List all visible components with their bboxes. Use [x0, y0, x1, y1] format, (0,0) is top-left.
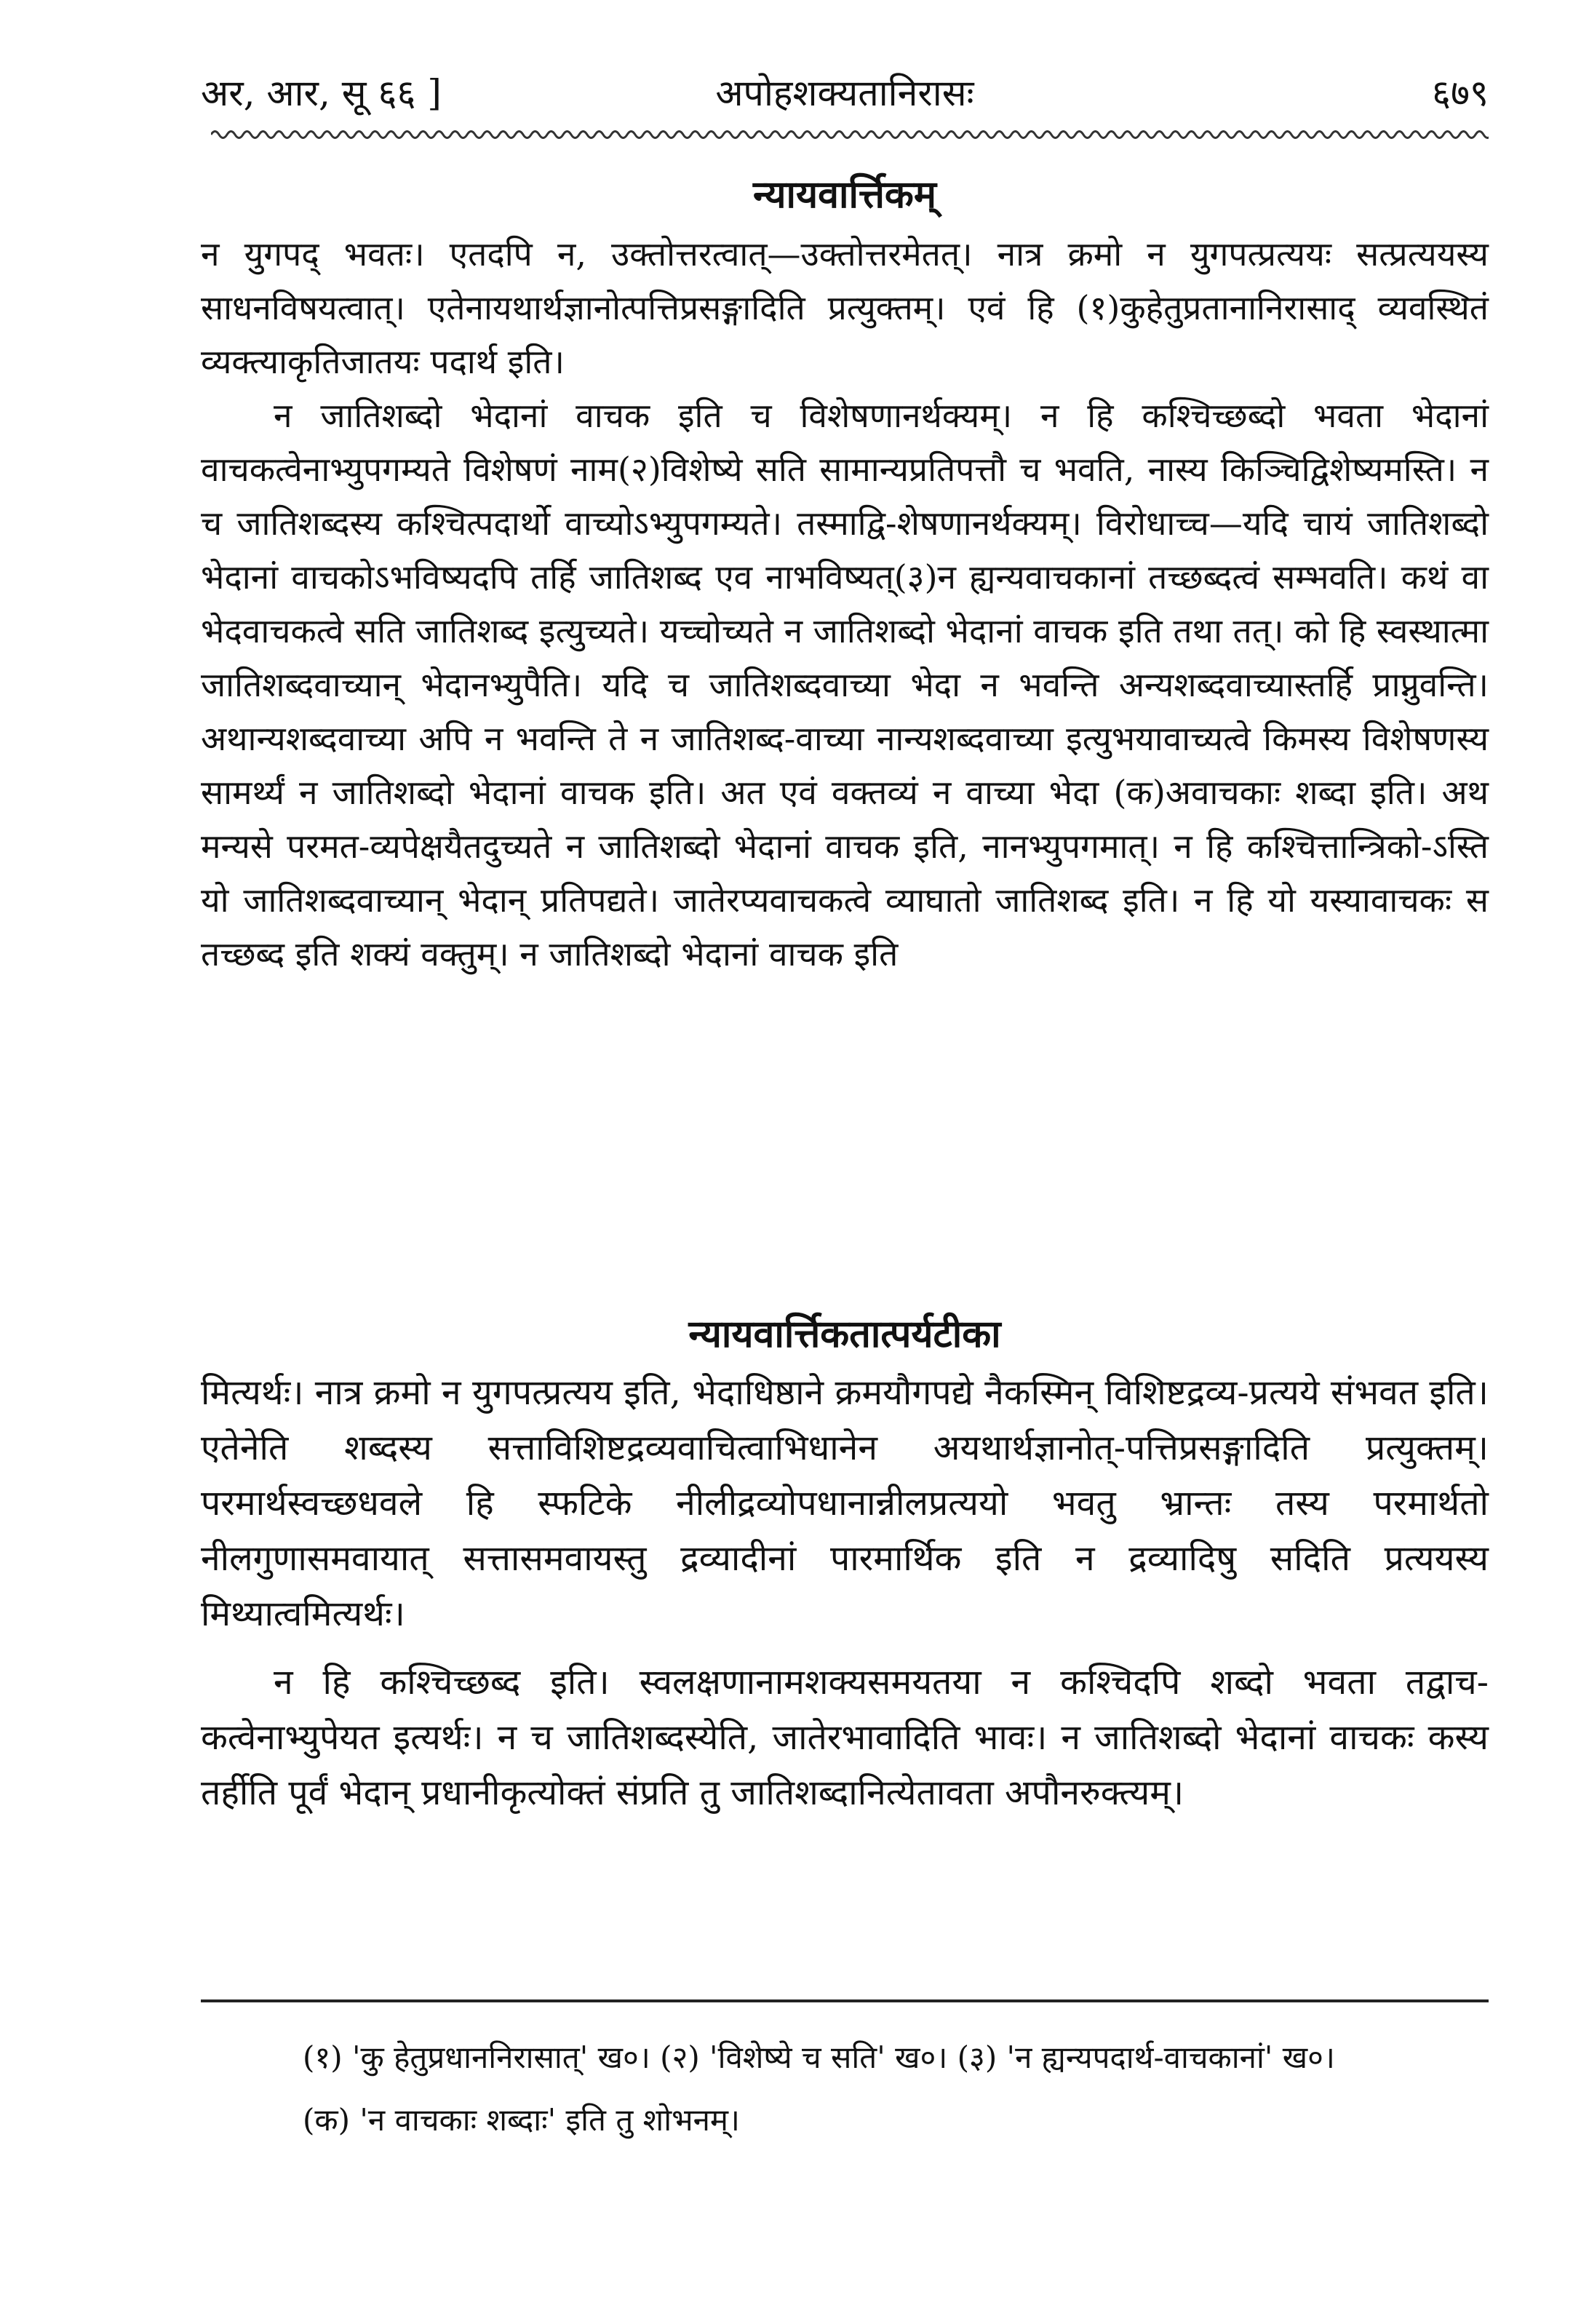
- vartika-text: [201, 227, 1489, 981]
- footnote-line-1: (१) 'कु हेतुप्रधाननिरासात्' ख०। (२) 'विशेष्ये च सति' ख०। (३) 'न ह्यन्यपदार्थ-वाचकानां' ख०।: [303, 2040, 1335, 2075]
- vartika-paragraph-1: न युगपद् भवतः। एतदपि न, उक्तोत्तरत्वात्—उक्तोत्तरमेतत्। नात्र क्रमो न युगपत्प्रत्ययः सत्प्रत्ययस्य साधनविषयत्वात्। एतेनायथार्थज्ञानोत्पत्तिप्रसङ्गादिति प्रत्युक्तम्। एवं हि (१)कुहेतुप्रतानानिरासाद् व्यवस्थितं व्यक्त्याकृतिजातयः पदार्थ इति।: [201, 234, 1489, 381]
- tika-heading: न्यायवार्त्तिकतात्पर्यटीका: [688, 1312, 1001, 1356]
- wavy-divider: [211, 125, 1489, 144]
- vartika-heading: न्यायवार्त्तिकम्: [753, 172, 936, 217]
- running-header: [201, 64, 1489, 122]
- tika-paragraph-1: मित्यर्थः। नात्र क्रमो न युगपत्प्रत्यय इति, भेदाधिष्ठाने क्रमयौगपद्ये नैकस्मिन् विशिष्टद्रव्य-प्रत्यये संभवत इति। एतेनेति शब्दस्य सत्ताविशिष्टद्रव्यवाचित्वाभिधानेन अयथार्थज्ञानोत्-पत्तिप्रसङ्गादिति प्रत्युक्तम्। परमार्थस्वच्छधवले हि स्फटिके नीलीद्रव्योपधानान्नीलप्रत्ययो भवतु भ्रान्तः तस्य परमार्थतो नीलगुणासमवायात् सत्तासमवायस्तु द्रव्यादीनां पारमार्थिक इति न द्रव्यादिषु सदिति प्रत्ययस्य मिथ्यात्वमित्यर्थः।: [201, 1372, 1489, 1634]
- tika-text: [201, 1365, 1489, 1820]
- footnote-rule: [201, 1999, 1489, 2002]
- page-number: ६७९: [1432, 72, 1489, 114]
- tika-paragraph-2: न हि कश्चिच्छब्द इति। स्वलक्षणानामशक्यसमयतया न कश्चिदपि शब्दो भवता तद्वाच-कत्वेनाभ्युपेयत इत्यर्थः। न च जातिशब्दस्येति, जातेरभावादिति भावः। न जातिशब्दो भेदानां वाचकः कस्य तर्हीति पूर्वं भेदान् प्रधानीकृत्योक्तं संप्रति तु जातिशब्दानित्येतावता अपौनरुक्त्यम्।: [201, 1662, 1489, 1813]
- footnote-line-2: (क) 'न वाचकाः शब्दाः' इति तु शोभनम्।: [303, 2102, 740, 2138]
- vartika-paragraph-2: न जातिशब्दो भेदानां वाचक इति च विशेषणानर्थक्यम्। न हि कश्चिच्छब्दो भवता भेदानां वाचकत्वेनाभ्युपगम्यते विशेषणं नाम(२)विशेष्ये सति सामान्यप्रतिपत्तौ च भवति, नास्य किञ्चिद्विशेष्यमस्ति। न च जातिशब्दस्य कश्चित्पदार्थो वाच्योऽभ्युपगम्यते। तस्माद्वि-शेषणानर्थक्यम्। विरोधाच्च—यदि चायं जातिशब्दो भेदानां वाचकोऽभविष्यदपि तर्हि जातिशब्द एव नाभविष्यत्(३)न ह्यन्यवाचकानां तच्छब्दत्वं सम्भवति। कथं वा भेदवाचकत्वे सति जातिशब्द इत्युच्यते। यच्चोच्यते न जातिशब्दो भेदानां वाचक इति तथा तत्। को हि स्वस्थात्मा जातिशब्दवाच्यान् भेदानभ्युपैति। यदि च जातिशब्दवाच्या भेदा न भवन्ति अन्यशब्दवाच्यास्तर्हि प्राप्नुवन्ति। अथान्यशब्दवाच्या अपि न भवन्ति ते न जातिशब्द-वाच्या नान्यशब्दवाच्या इत्युभयावाच्यत्वे किमस्य विशेषणस्य सामर्थ्यं न जातिशब्दो भेदानां वाचक इति। अत एवं वक्तव्यं न वाच्या भेदा (क)अवाचकाः शब्दा इति। अथ मन्यसे परमत-व्यपेक्षयैतदुच्यते न जातिशब्दो भेदानां वाचक इति, नानभ्युपगमात्। न हि कश्चित्तान्त्रिको-ऽस्ति यो जातिशब्दवाच्यान् भेदान् प्रतिपद्यते। जातेरप्यवाचकत्वे व्याघातो जातिशब्द इति। न हि यो यस्यावाचकः स तच्छब्द इति शक्यं वक्तुम्। न जातिशब्दो भेदानां वाचक इति: [201, 396, 1489, 974]
- header-reference: अर, आर, सू ६६ ]: [201, 72, 442, 114]
- header-title: अपोहशक्यतानिरासः: [715, 72, 974, 114]
- footnotes: [201, 2034, 1489, 2144]
